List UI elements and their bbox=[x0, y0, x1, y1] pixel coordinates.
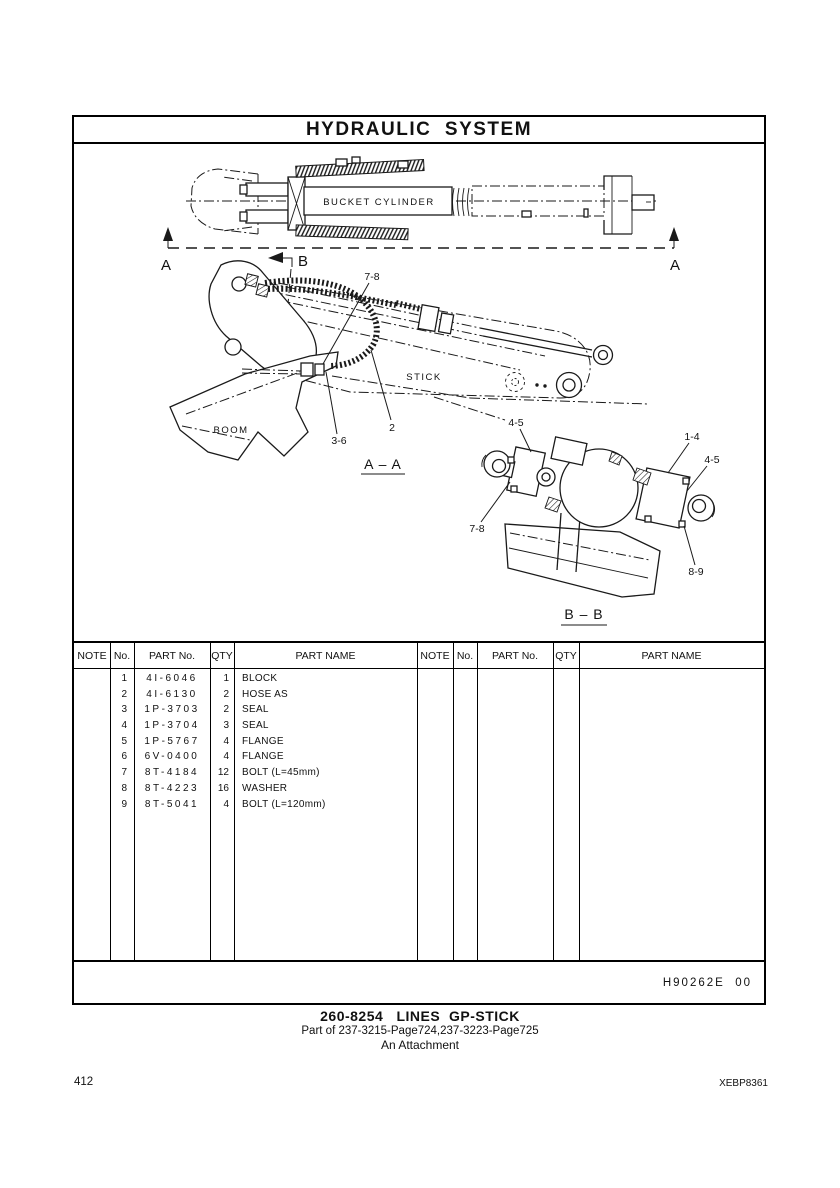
section-label-a-left: A bbox=[160, 257, 172, 274]
row-part-no: 8T-4184 bbox=[144, 767, 200, 779]
row-no: 6 bbox=[121, 751, 127, 763]
stick-label: STICK bbox=[406, 372, 442, 383]
table-column-divider bbox=[553, 643, 554, 960]
parts-table bbox=[74, 641, 764, 962]
boom-label: BOOM bbox=[213, 425, 249, 436]
table-column-divider bbox=[477, 643, 478, 960]
caption-part-of: Part of 237-3215-Page724,237-3223-Page725 bbox=[301, 1025, 539, 1037]
note-cell bbox=[74, 718, 110, 734]
header-part-name: PART NAME bbox=[641, 649, 702, 662]
row-qty: 4 bbox=[223, 798, 229, 810]
row-no: 2 bbox=[121, 688, 127, 700]
doc-number: H90262E 00 bbox=[662, 977, 752, 989]
table-row bbox=[74, 797, 417, 813]
table-row bbox=[74, 687, 417, 703]
row-qty: 4 bbox=[223, 735, 229, 747]
row-part-no: 1P-3703 bbox=[144, 704, 200, 716]
note-cell bbox=[74, 781, 110, 797]
header-note: NOTE bbox=[77, 649, 107, 662]
note-cell bbox=[74, 765, 110, 781]
row-part-name: BOLT (L=45mm) bbox=[242, 767, 320, 779]
callout-2: 2 bbox=[389, 422, 395, 434]
row-qty: 16 bbox=[217, 782, 229, 794]
row-part-no: 6V-0400 bbox=[144, 751, 200, 763]
note-cell bbox=[74, 749, 110, 765]
table-column-divider bbox=[453, 643, 454, 960]
table-body bbox=[74, 671, 417, 812]
row-part-no: 4I-6046 bbox=[146, 673, 198, 684]
row-qty: 2 bbox=[223, 704, 229, 716]
row-no: 8 bbox=[121, 782, 127, 794]
note-cell bbox=[74, 702, 110, 718]
view-bb-figure bbox=[434, 397, 720, 625]
table-row bbox=[74, 781, 417, 797]
row-no: 7 bbox=[121, 767, 127, 779]
title-band bbox=[74, 117, 764, 144]
bucket-cylinder-label: BUCKET CYLINDER bbox=[323, 197, 435, 208]
header-part-no: PART No. bbox=[148, 649, 196, 662]
row-qty: 1 bbox=[223, 673, 229, 684]
row-part-name: WASHER bbox=[242, 782, 288, 794]
bucket-cylinder-figure bbox=[186, 157, 656, 240]
row-part-name: BOLT (L=120mm) bbox=[242, 798, 326, 810]
caption-note: An Attachment bbox=[380, 1038, 460, 1052]
note-cell bbox=[74, 687, 110, 703]
row-part-no: 1P-3704 bbox=[144, 720, 200, 732]
row-part-name: BLOCK bbox=[242, 673, 278, 684]
section-arrow-a-left bbox=[163, 227, 173, 241]
row-no: 4 bbox=[121, 720, 127, 732]
section-label-b-top: B bbox=[297, 253, 309, 270]
row-part-no: 8T-4223 bbox=[144, 782, 200, 794]
row-qty: 4 bbox=[223, 751, 229, 763]
note-cell bbox=[74, 797, 110, 813]
row-part-name: SEAL bbox=[242, 720, 269, 732]
book-code: XEBP8361 bbox=[719, 1078, 768, 1089]
row-no: 9 bbox=[121, 798, 127, 810]
row-no: 5 bbox=[121, 735, 127, 747]
page-title: HYDRAULIC SYSTEM bbox=[305, 118, 533, 140]
doc-number-strip bbox=[74, 963, 764, 1003]
row-part-name: FLANGE bbox=[242, 751, 284, 763]
header-part-no: PART No. bbox=[491, 649, 539, 662]
table-row bbox=[74, 718, 417, 734]
row-no: 1 bbox=[121, 673, 127, 684]
section-label-a-right: A bbox=[669, 257, 681, 274]
section-arrow-a-right bbox=[669, 227, 679, 241]
header-no: No. bbox=[113, 649, 131, 662]
view-aa-label: A – A bbox=[364, 456, 402, 472]
header-note: NOTE bbox=[420, 649, 450, 662]
note-cell bbox=[74, 671, 110, 687]
row-part-name: FLANGE bbox=[242, 735, 284, 747]
callout-8-9: 8-9 bbox=[688, 566, 704, 578]
page-number: 412 bbox=[74, 1076, 94, 1088]
row-part-no: 8T-5041 bbox=[144, 798, 200, 810]
caption-title: 260-8254 LINES GP-STICK bbox=[320, 1008, 520, 1024]
header-qty: QTY bbox=[555, 649, 577, 662]
table-column-divider bbox=[417, 643, 418, 960]
note-cell bbox=[74, 734, 110, 750]
row-qty: 12 bbox=[217, 767, 229, 779]
row-qty: 3 bbox=[223, 720, 229, 732]
callout-7-8-aa: 7-8 bbox=[364, 271, 380, 283]
callout-1-4: 1-4 bbox=[684, 431, 700, 443]
header-qty: QTY bbox=[211, 649, 233, 662]
table-column-divider bbox=[579, 643, 580, 960]
callout-4-5-right: 4-5 bbox=[704, 454, 720, 466]
table-row bbox=[74, 734, 417, 750]
table-row bbox=[74, 671, 417, 687]
table-row bbox=[74, 702, 417, 718]
section-arrow-b-top bbox=[268, 252, 283, 263]
figure-caption bbox=[0, 1008, 840, 1052]
callout-3-6: 3-6 bbox=[331, 435, 347, 447]
row-part-no: 4I-6130 bbox=[146, 688, 198, 700]
table-header-row bbox=[74, 643, 764, 669]
hydraulic-diagram bbox=[74, 144, 764, 641]
header-part-name: PART NAME bbox=[295, 649, 356, 662]
table-row bbox=[74, 765, 417, 781]
row-part-name: HOSE AS bbox=[242, 688, 289, 700]
row-qty: 2 bbox=[223, 688, 229, 700]
table-row bbox=[74, 749, 417, 765]
row-no: 3 bbox=[121, 704, 127, 716]
row-part-name: SEAL bbox=[242, 704, 269, 716]
view-bb-label: B – B bbox=[564, 606, 604, 622]
callout-4-5-left: 4-5 bbox=[508, 417, 524, 429]
callout-7-8-bb: 7-8 bbox=[469, 523, 485, 535]
header-no: No. bbox=[456, 649, 474, 662]
row-part-no: 1P-5767 bbox=[144, 735, 200, 747]
